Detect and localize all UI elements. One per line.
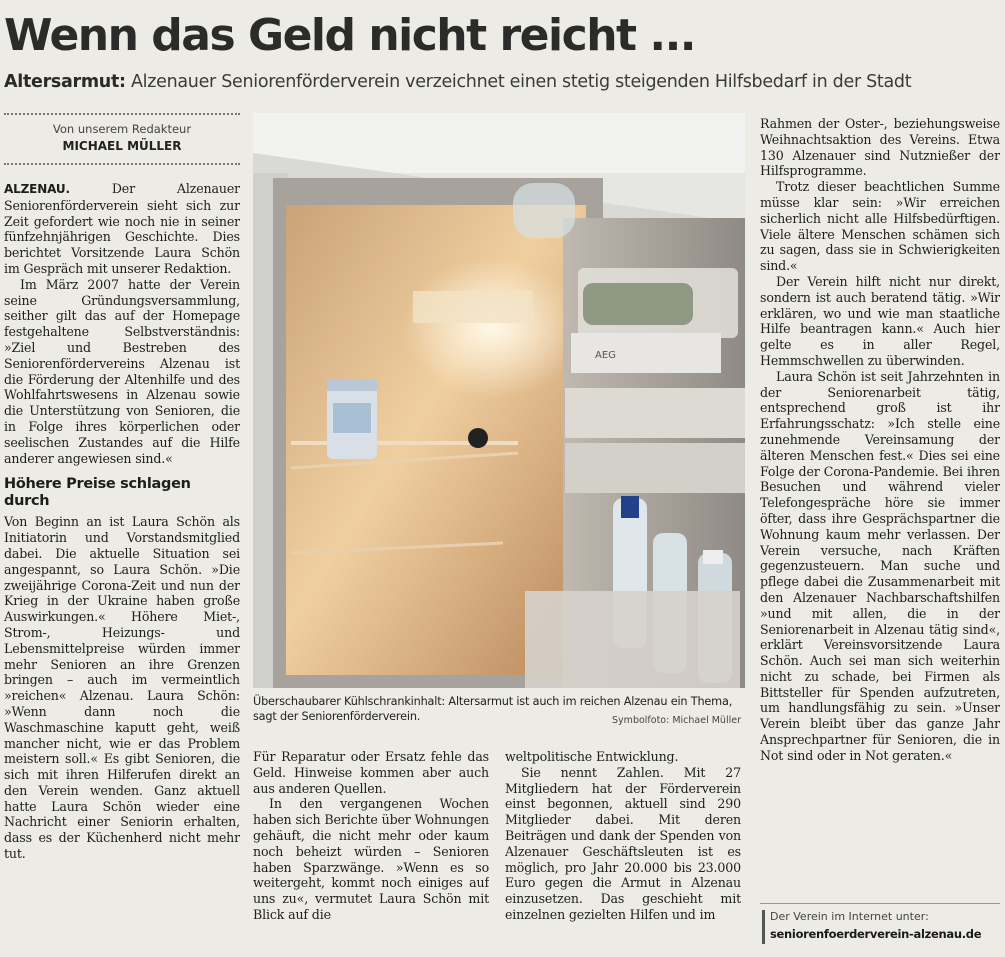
subheadline-kicker: Altersarmut: [4, 72, 126, 92]
byline-author: MICHAEL MÜLLER [62, 139, 182, 153]
paragraph: Von Beginn an ist Laura Schön als Initiatorin und Vorstandsmitglied dabei. Die aktuelle Situation sei angespannt, so Laura Schön. »Die zweijährige Corona-Zeit und nun der Krieg in der Ukraine haben große Auswirkungen.« Höhere Miet-, Strom-, Heizungs- und Lebensmittelpreise würden immer mehr Senioren an ihre Grenzen bringen – auch im vermeintlich »reichen« Alzenau. Laura Schön: »Wenn dann noch die Waschmaschine kaputt geht, weiß mancher nicht, wie er das Problem meistern soll.« Es gibt Senioren, die sich mit ihren Hilferufen direkt an den Verein wenden. Ganz aktuell hatte Laura Schön wieder eine Nachricht einer Seniorin erhalten, dass es der Küchenherd nicht mehr tut. [4, 514, 240, 862]
photo-caption: Überschaubarer Kühlschrankinhalt: Altersarmut ist auch im reichen Alzenau ein Thema, sagt der Seniorenförderverein. [253, 695, 733, 723]
paragraph [4, 181, 240, 277]
article-column-3 [505, 749, 741, 939]
headline: Wenn das Geld nicht reicht ... [4, 10, 696, 61]
paragraph: Rahmen der Oster-, beziehungsweise Weihnachtsaktion des Vereins. Etwa 130 Alzenauer sind Nutznießer der Hilfsprogramme. [760, 116, 1000, 179]
byline-prefix: Von unserem Redakteur [52, 122, 192, 136]
article-column-4 [760, 116, 1000, 900]
paragraph: Im März 2007 hatte der Verein seine Gründungsversammlung, seither gilt das auf der Homepage festgehaltene Selbstverständnis: »Ziel und Bestreben des Seniorenfördervereins Alzenau ist die Förderung der Altenhilfe und des Wohlfahrtswesens in Alzenau sowie die Unterstützung von Senioren, die in Folge ihres körperlichen oder seelischen Zustandes auf die Hilfe anderer angewiesen sind.« [4, 276, 240, 466]
paragraph: Laura Schön ist seit Jahrzehnten in der Seniorenarbeit tätig, entsprechend groß ist ihr Erfahrungsschatz: »Ich stelle eine zunehmende Vereinsamung der älteren Menschen fest.« Dies sei eine Folge der Corona-Pandemie. Bei ihren Besuchen und während vieler Telefongespräche höre sie immer öfter, dass ihre Gesprächspartner die Wohnung kaum mehr verlassen. Der Verein versuche, nach Kräften gegenzusteuern. Man suche und pflege dabei die Zusammenarbeit mit den Alzenauer Nachbarschaftshilfen »und mit allen, die in der Seniorenarbeit in Alzenau tätig sind«, erklärt Vereinsvorsitzende Laura Schön. Auch sei man sich weiterhin nicht zu schade, bei Firmen als Bittsteller für Spenden aufzutreten, um handlungsfähig zu sein. »Unser Verein bleibt über das ganze Jahr Ansprechpartner für Senioren, die in Not sind oder in Not geraten.« [760, 368, 1000, 763]
paragraph: weltpolitische Entwicklung. [505, 749, 679, 764]
weblink-rule [760, 903, 1000, 904]
svg-text:AEG: AEG [595, 350, 616, 361]
paragraph: Der Verein hilft nicht nur direkt, sondern ist auch beratend tätig. »Wir erklären, wo und wie man staatliche Hilfe beantragen kann.« Auch hier gelte es in aller Regel, Hemmschwellen zu überwinden. [760, 273, 1000, 368]
weblink-url[interactable]: seniorenfoerderverein-alzenau.de [770, 927, 982, 941]
section-heading: Höhere Preise schlagen durch [4, 476, 191, 510]
photo-credit: Symbolfoto: Michael Müller [612, 715, 741, 726]
fridge-illustration [253, 113, 745, 688]
weblink-bar [762, 910, 765, 944]
paragraph: In den vergangenen Wochen haben sich Berichte über Wohnungen gehäuft, die nicht mehr oder kaum noch beheizt würden – Senioren haben Sparzwänge. »Wenn es so weitergeht, kommt noch einiges auf uns zu«, vermutet Laura Schön mit Blick auf die [253, 796, 489, 922]
weblink-label: Der Verein im Internet unter: [770, 910, 929, 923]
subheadline [4, 72, 1004, 92]
paragraph: Für Reparatur oder Ersatz fehle das Geld. Hinweise kommen aber auch aus anderen Quellen. [253, 749, 489, 796]
fridge-photo [253, 113, 745, 688]
byline-bottom-rule [4, 163, 240, 165]
subheadline-text: Alzenauer Seniorenförderverein verzeichnet einen stetig steigenden Hilfsbedarf in der Stadt [125, 72, 912, 92]
paragraph: Sie nennt Zahlen. Mit 27 Mitgliedern hat der Förderverein einst begonnen, aktuell sind 290 Mitglieder dabei. Mit deren Beiträgen und dank der Spenden von Alzenauer Geschäftsleuten ist es möglich, pro Jahr 20.000 bis 23.000 Euro gegen die Armut in Alzenau einzusetzen. Das geschieht mit einzelnen gezielten Hilfen und im [505, 764, 741, 922]
article-column-1 [4, 181, 240, 939]
dateline: ALZENAU. [4, 182, 70, 196]
paragraph: Trotz dieser beachtlichen Summe müsse klar sein: »Wir erreichen sicherlich nicht alle Hilfsbedürftigen. Viele ältere Menschen schämen sich zu sagen, dass sie in Schwierigkeiten sind.« [760, 179, 1000, 274]
article-column-2 [253, 749, 489, 939]
paragraph-text: Der Alzenauer Seniorenförderverein sieht sich zur Zeit gefordert wie noch nie in seiner fünfzehnjährigen Geschichte. Dies berichtet Vorsitzende Laura Schön im Gespräch mit unserer Redaktion. [4, 181, 240, 276]
byline-top-rule [4, 113, 240, 115]
